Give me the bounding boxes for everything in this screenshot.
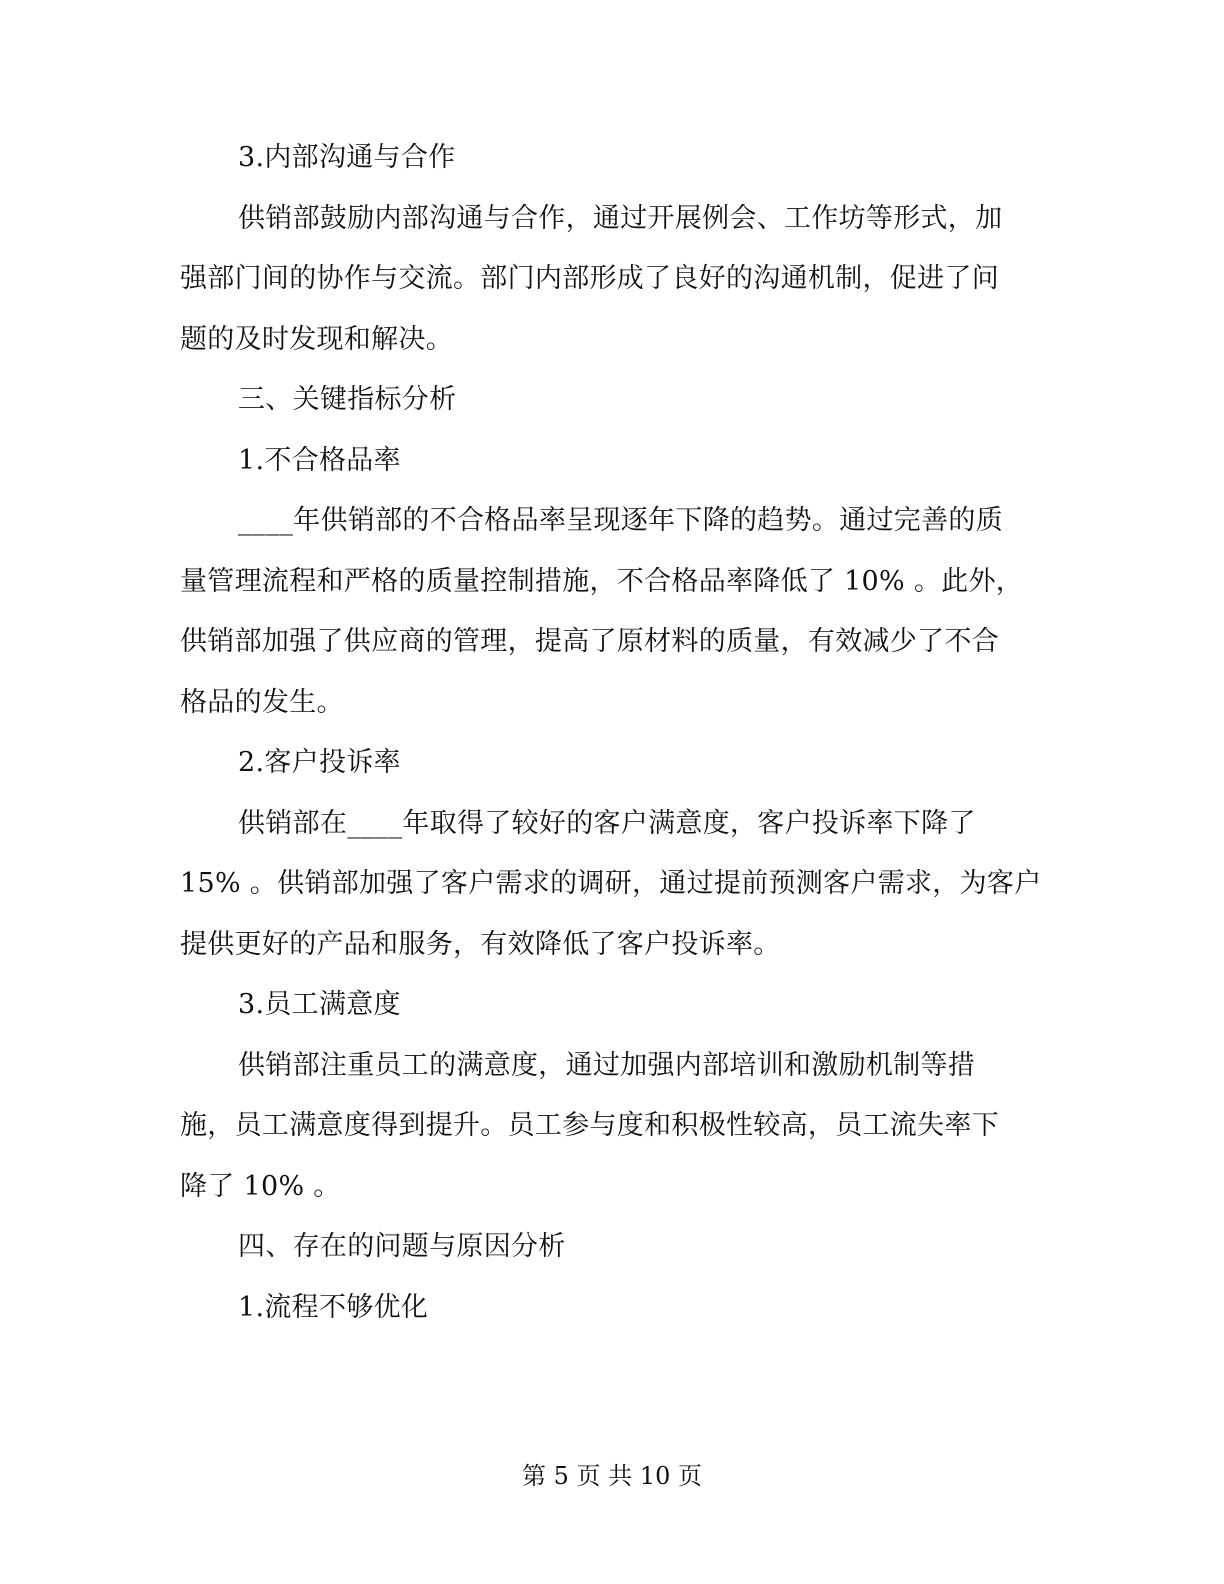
subheading-internal-communication: 3.内部沟通与合作 — [238, 142, 456, 173]
paragraph-line: 格品的发生。 — [180, 686, 344, 718]
document-body — [180, 128, 1040, 1338]
paragraph-line: 提供更好的产品和服务，有效降低了客户投诉率。 — [180, 928, 781, 960]
subheading-defect-rate: 1.不合格品率 — [238, 444, 401, 476]
paragraph-line: 量管理流程和严格的质量控制措施，不合格品率降低了 10% 。此外， — [180, 565, 1024, 597]
subheading-complaint-rate: 2.客户投诉率 — [238, 747, 401, 778]
paragraph-line: 供销部加强了供应商的管理，提高了原材料的质量，有效减少了不合 — [180, 626, 999, 657]
paragraph-line: 15% 。供销部加强了客户需求的调研，通过提前预测客户需求，为客户 — [180, 868, 1042, 899]
paragraph-line: 供销部在____年取得了较好的客户满意度，客户投诉率下降了 — [238, 807, 976, 839]
paragraph-line: ____年供销部的不合格品率呈现逐年下降的趋势。通过完善的质 — [238, 505, 1003, 536]
section-heading-problems: 四、存在的问题与原因分析 — [238, 1231, 566, 1262]
paragraph-line: 降了 10% 。 — [180, 1170, 341, 1202]
section-heading-key-indicators: 三、关键指标分析 — [238, 384, 457, 415]
subheading-process-optimization: 1.流程不够优化 — [238, 1291, 429, 1323]
paragraph-line: 题的及时发现和解决。 — [180, 323, 453, 355]
paragraph-line: 施，员工满意度得到提升。员工参与度和积极性较高，员工流失率下 — [180, 1110, 999, 1141]
paragraph-line: 供销部注重员工的满意度，通过加强内部培训和激励机制等措 — [238, 1049, 976, 1081]
paragraph-line: 强部门间的协作与交流。部门内部形成了良好的沟通机制，促进了问 — [180, 263, 999, 294]
paragraph-line: 供销部鼓励内部沟通与合作，通过开展例会、工作坊等形式，加 — [238, 202, 1003, 234]
subheading-employee-satisfaction: 3.员工满意度 — [238, 989, 401, 1020]
page-number-footer: 第 5 页 共 10 页 — [522, 1462, 702, 1490]
